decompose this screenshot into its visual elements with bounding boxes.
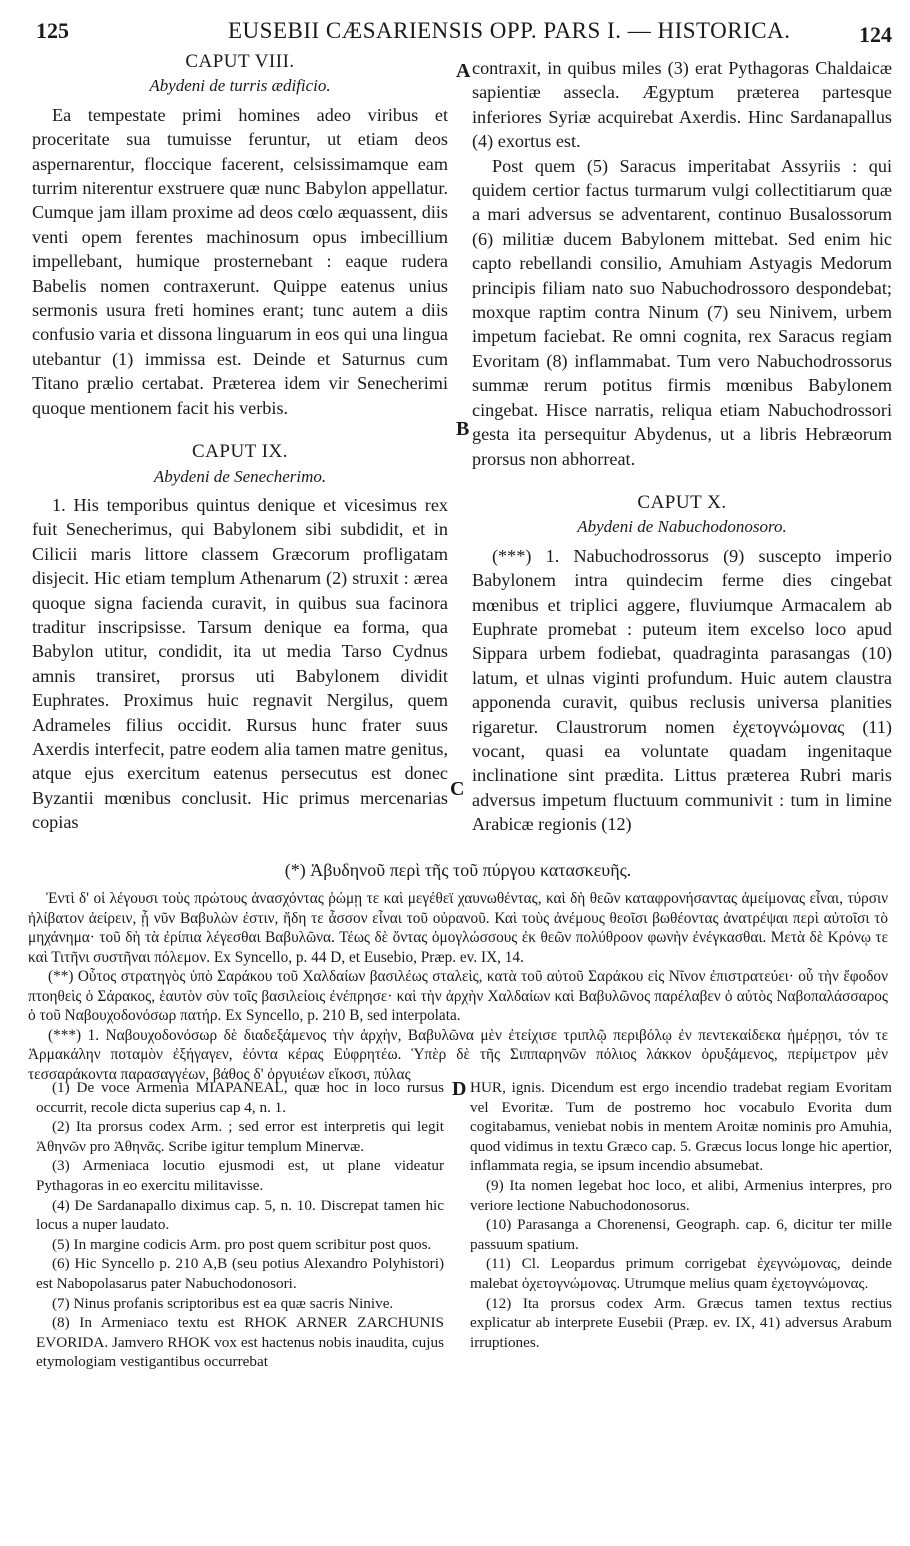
- left-column: [32, 44, 448, 835]
- footnote: (4) De Sardanapallo diximus cap. 5, n. 10. Discrepat tamen hic locus a nuper laudato.: [36, 1196, 444, 1234]
- caput-9-subtitle: Abydeni de Senecherimo.: [153, 466, 327, 486]
- margin-letter-a: A: [456, 60, 471, 82]
- greek-title: (*) Ἀβυδηνοῦ περὶ τῆς τοῦ πύργου κατασκευῆς.: [284, 860, 632, 880]
- margin-letter-d: D: [452, 1078, 467, 1100]
- right-text-1: contraxit, in quibus miles (3) erat Pythagoras Chaldaicæ sapientiæ assecla. Ægyptum præterea partesque inferiores Syriæ acquirebat Axerdis. Hinc Sardanapallus (4) exortus est.: [472, 58, 892, 152]
- caput-8-text: Ea tempestate primi homines adeo viribus et proceritate sua tumuisse feruntur, ut etiam deos aspernarentur, floccique facerent, celsissimamque eam turrim niterentur exstruere quæ nunc Babylon appellatur. Cumque jam illam proxime ad deos cœlo æquassent, diis venti opem ferentes machinosum opus imbecillium impellebant, humique prosternebant : eaque rudera Babelis nomen contraxerunt. Quippe eatenus unius sermonis usura freti homines erant; tunc autem a diis confusio varia et dissona linguarum in eos qui una lingua utebantur (1) immissa est. Deinde et Saturnus cum Titano prælio certabat. Præterea idem vir Senecherimi quoque mentionem facit his verbis.: [32, 104, 448, 418]
- greek-paragraph-2: (**) Οὗτος στρατηγὸς ὑπὸ Σαράκου τοῦ Χαλδαίων βασιλέως σταλεὶς, κατὰ τοῦ αὐτοῦ Σαράκου εἰς Νῖνον ἐπιστρατεύει· οὗ τὴν ἔφοδον πτοηθεὶς ὁ Σάρακος, ἑαυτὸν σὺν τοῖς βασιλείοις ἐνέπρησε· καὶ τὴν ἀρχὴν Χαλδαίων καὶ Βαβυλῶνος παρέλαβεν ὁ αὐτὸς Ναβοπαλάσσαρος ὁ τοῦ Ναβουχοδονόσωρ πατήρ. Ex Syncello, p. 210 B, sed interpolata.: [28, 968, 888, 1024]
- footnote: (3) Armeniaca locutio ejusmodi est, ut plane videatur Pythagoras in eo exercitu militavisse.: [36, 1157, 444, 1194]
- footnote: HUR, ignis. Dicendum est ergo incendio tradebat regiam Evoritam vel Evoritæ. Tum de postremo hoc vocabulo Evorita dum cogitabamus, veniebat nobis in mentem Aroitæ nominis pro Amuhia, quod vidimus in textu Græco cap. 5. Græcus locus longe hic apertior, inflammata regia, se ipsum incendio absumebat.: [470, 1079, 892, 1175]
- footnote: (10) Parasanga a Chorenensi, Geograph. cap. 6, dicitur ter mille passuum spatium.: [470, 1216, 892, 1253]
- footnotes-left: [36, 1078, 444, 1372]
- caput-8-heading: CAPUT VIII.: [185, 51, 295, 72]
- margin-letter-c: C: [450, 778, 465, 800]
- caput-10-text: (***) 1. Nabuchodrossorus (9) suscepto imperio Babylonem intra quindecim ferme dies cingebat mœnibus et triplici aggere, fluviumque Armacalem ab Euphrate promebat : puteum item excelso loco apud Sippara urbem fodiebat, quadraginta parasangas (10) latum, et ulnas viginti profundum. Huic autem claustra apponenda curavit, quibus reclusis universa planities rigaretur. Claustrorum nomen ἐχετογνώμονας (11) vocant, quasi ea voluntate quadam ingenitaque inclinatione sint prædita. Littus præterea Rubri maris adversus impetum fluctuum communivit : tum in limine Arabicæ regionis (12): [472, 545, 892, 835]
- caput-8-subtitle: Abydeni de turris ædificio.: [149, 76, 331, 96]
- footnote: (1) De voce Armenia MIAPANEAL, quæ hoc in loco rursus occurrit, recole dicta superius cap 4, n. 1.: [36, 1079, 444, 1116]
- caput-10-subtitle: Abydeni de Nabuchodonosoro.: [577, 517, 787, 537]
- footnote: (12) Ita prorsus codex Arm. Græcus tamen textus rectius explicatur ab interprete Eusebii (Præp. ev. IX, 41) adversus Arabum irruptiones.: [470, 1294, 892, 1351]
- footnotes-right: [470, 1078, 892, 1352]
- footnote: (11) Cl. Leopardus primum corrigebat ἐχεγνώμονας, deinde malebat ὀχετογνώμονας. Utrumque melius quam ἐχετογνώμονας.: [470, 1255, 892, 1292]
- footnote: (9) Ita nomen legebat hoc loco, et alibi, Armenius interpres, pro veriore lectione Nabuchodonosorus.: [470, 1176, 892, 1214]
- running-title: EUSEBII CÆSARIENSIS OPP. PARS I. — HISTORICA.: [228, 18, 791, 43]
- caput-10-heading: CAPUT X.: [637, 491, 727, 513]
- greek-paragraph-3: (***) 1. Ναβουχοδονόσωρ δὲ διαδεξάμενος τὴν ἀρχὴν, Βαβυλῶνα μὲν ἐτείχισε τριπλῷ περιβόλῳ ἐν πεντεκαίδεκα ἡμέρῃσι, τόν τε Ἀρμακάλην ποταμὸν ἐξήγαγεν, ἐόντα κέρας Εὐφρητέω. Ὑπὲρ δὲ τῆς Σιππαρηνῶν πόλιος λάκκον ὀρυξάμενος, περίμετρον μὲν τεσσαράκοντα παρασαγγέων, βάθος δ' ὀργυιέων εἴκοσι, πύλας: [28, 1026, 888, 1083]
- footnote: (7) Ninus profanis scriptoribus est ea quæ sacris Ninive.: [52, 1294, 394, 1312]
- footnote: (6) Hic Syncello p. 210 A,B (seu potius Alexandro Polyhistori) est Nabopolasarus pater Nabuchodonosori.: [36, 1255, 444, 1292]
- footnote: (8) In Armeniaco textu est RHOK ARNER ZARCHUNIS EVORIDA. Jamvero RHOK vox est hactenus nobis inaudita, cujus etymologiam vestigantibus occurrebat: [36, 1314, 444, 1371]
- greek-text-block: [28, 860, 888, 1084]
- right-text-2: Post quem (5) Saracus imperitabat Assyriis : qui quidem certior factus turmarum vulgi collectitiarum quæ a mari adversus se adventarent, continuo Busalossorum (6) militiæ ducem Babylonem mittebat. Sed enim hic capto rebellandi consilio, Amuhiam Astyagis Medorum principis filiam nato suo Nabuchodrossoro despondebat; moxque raptim contra Ninum (7) seu Ninivem, urbem impetum faciebat. Re omni cognita, rex Saracus regiam Evoritam (8) inflammabat. Tum vero Nabuchodrossorus summæ rerum potitus firmis mœnibus Babylonem cingebat. Hisce narratis, reliqua etiam Nabuchodrossori gesta ita persequitur Abydenus, ut a libris Hebræorum prorsus non abhorreat.: [472, 155, 892, 469]
- caput-9-text: 1. His temporibus quintus denique et vicesimus rex fuit Senecherimus, qui Babylonem sibi subdidit, et in Cilicii maris littore classem Græcorum profligatam disjecit. Hic etiam templum Athenarum (2) struxit : ærea quoque signa facienda curavit, in quibus sua facinora traditur inscripsisse. Tarsum denique ea forma, qua Babylon utitur, condidit, ita ut media Tarso Cydnus amnis transiret, prorsus uti Babylonem dividit Euphrates. Proximus huic regnavit Nergilus, quem Adrameles filius occidit. Rursus hunc frater suus Axerdis interfecit, patre eodem alia tamen matre genitus, atque ejus exercitum eatenus persecutus est donec Byzantii mœnibus conclusit. Hic primus mercenarias copias: [32, 494, 448, 833]
- right-column: [472, 56, 892, 837]
- footnote: (5) In margine codicis Arm. pro post quem scribitur post quos.: [52, 1235, 432, 1253]
- margin-letter-b: B: [456, 418, 470, 440]
- greek-paragraph-1: Ἐντὶ δ' οἱ λέγουσι τοὺς πρώτους ἀνασχόντας ῥώμῃ τε καὶ μεγέθεϊ χαυνωθέντας, καὶ δὴ θεῶν καταφρονήσαντας ἀμείμονας εἶναι, τύρσιν ἠλίβατον ἀείρειν, ᾗ νῦν Βαβυλὼν ἐστιν, ἤδη τε ἆσσον εἶναι τοῦ οὐρανοῦ. Καὶ τοὺς ἀνέμους θεοῖσι βωθέοντας ἀνατρέψαι περὶ αὐτοῖσι τὸ μηχάνημα· τοῦ δὴ τὰ ἐρίπια λέγεσθαι Βαβυλῶνα. Τέως δὲ ὄντας ὁμογλώσσους ἐκ θεῶν πολύθροον φωνὴν ἐνέγκασθαι. Μετὰ δὲ Κρόνῳ τε καὶ Τιτῆνι συστῆναι πόλεμον. Ex Syncello, p. 44 D, et Eusebio, Præp. ev. IX, 14.: [28, 890, 888, 966]
- caput-9-heading: CAPUT IX.: [192, 441, 288, 463]
- page-number-left: 125: [36, 18, 69, 43]
- page-number-right: 124: [859, 22, 892, 47]
- footnote: (2) Ita prorsus codex Arm. ; sed error est interpretis qui legit Ἀθηνῶν pro Ἀθηνᾶς. Scribe igitur templum Minervæ.: [36, 1118, 444, 1155]
